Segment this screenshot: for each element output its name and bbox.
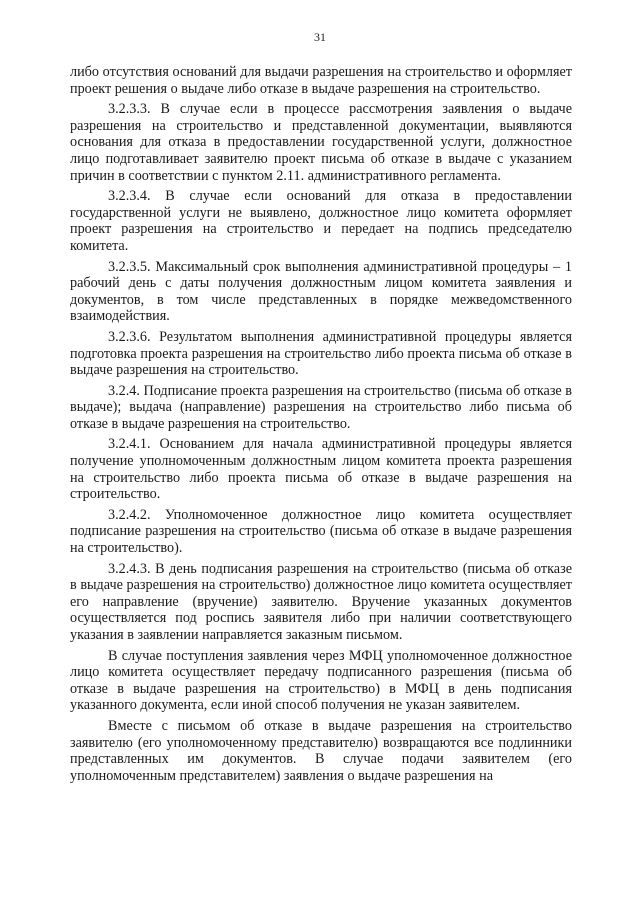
paragraph-3-2-4-3: 3.2.4.3. В день подписания разрешения на строительство (письма об отказе в выдаче разрешения на строительство) должностное лицо комитета осуществляет его направление (вручение) заявителю. Вручение указанных документов осуществляется под роспись заявителя либо при наличии соответствующего указания в заявлении направляется заказным письмом. — [70, 560, 572, 643]
paragraph-3-2-3-6: 3.2.3.6. Результатом выполнения административной процедуры является подготовка проекта разрешения на строительство либо проекта письма об отказе в выдаче разрешения на строительство. — [70, 328, 572, 379]
paragraph-3-2-3-3: 3.2.3.3. В случае если в процессе рассмотрения заявления о выдаче разрешения на строительство и представленной документации, выявляются основания для отказа в предоставлении государственной услуги, должностное лицо подготавливает заявителю проект письма об отказе в выдаче с указанием причин в соответствии с пунктом 2.11. административного регламента. — [70, 101, 572, 184]
paragraph-1: либо отсутствия оснований для выдачи разрешения на строительство и оформляет проект решения о выдаче либо отказе в выдаче разрешения на строительство. — [70, 64, 572, 97]
paragraph-3-2-4-2: 3.2.4.2. Уполномоченное должностное лицо комитета осуществляет подписание разрешения на строительство (письма об отказе в выдаче разрешения на строительство). — [70, 506, 572, 557]
paragraph-3-2-4: 3.2.4. Подписание проекта разрешения на строительство (письма об отказе в выдаче); выдача (направление) разрешения на строительство либо письма об отказе в выдаче разрешения на строительство. — [70, 382, 572, 432]
paragraph-3-2-3-5: 3.2.3.5. Максимальный срок выполнения административной процедуры – 1 рабочий день с даты получения должностным лицом комитета заявления и документов, в том числе представленных в порядке межведомственного взаимодействия. — [70, 258, 572, 325]
page-number: 31 — [314, 30, 326, 44]
paragraph-return-documents: Вместе с письмом об отказе в выдаче разрешения на строительство заявителю (его уполномоченному представителю) возвращаются все подлинники представленных им документов. В случае подачи заявителем (его уполномоченным представителем) заявления о выдаче разрешения на — [70, 717, 572, 784]
paragraph-3-2-4-1: 3.2.4.1. Основанием для начала административной процедуры является получение уполномоченным должностным лицом комитета проекта разрешения на строительство либо проекта письма об отказе в выдаче разрешения на строительство. — [70, 436, 572, 503]
paragraph-3-2-3-4: 3.2.3.4. В случае если оснований для отказа в предоставлении государственной услуги не выявлено, должностное лицо комитета оформляет проект разрешения на строительство и передает на подпись председателю комитета. — [70, 188, 572, 254]
paragraph-mfc: В случае поступления заявления через МФЦ уполномоченное должностное лицо комитета осуществляет передачу подписанного разрешения (письма об отказе в выдаче разрешения на строительство) в МФЦ в день подписания указанного документа, если иной способ получения не указан заявителем. — [70, 647, 572, 714]
document-body — [70, 64, 572, 788]
